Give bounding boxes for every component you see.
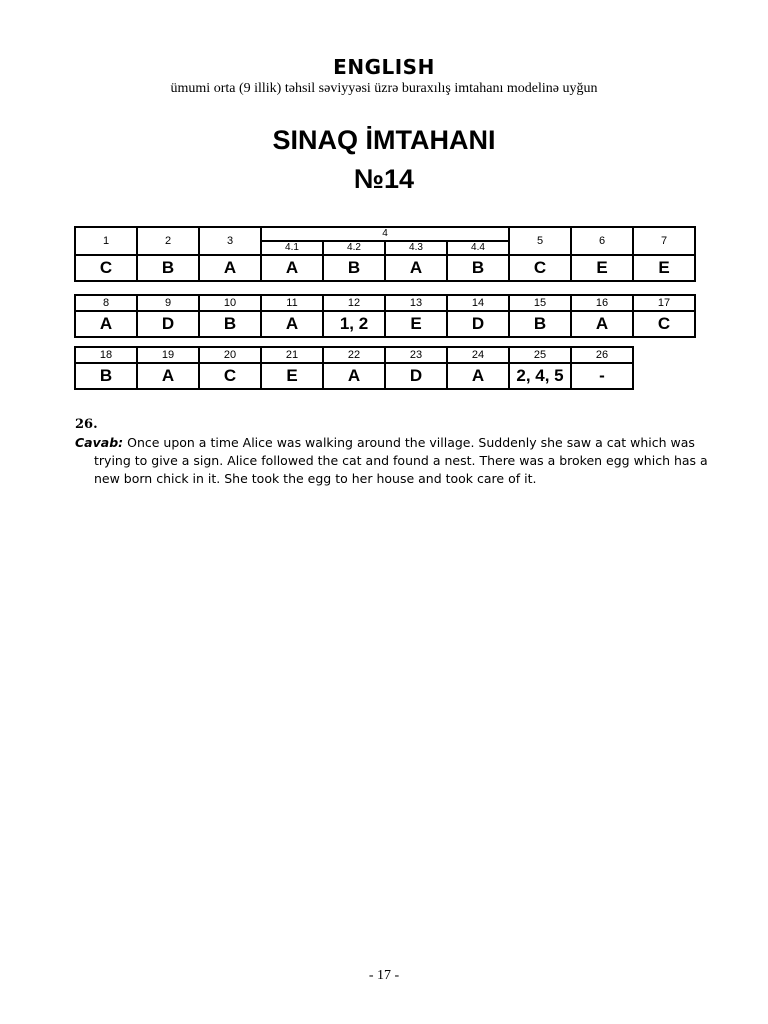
- answer-cell: E: [261, 363, 323, 389]
- answer-cell: D: [447, 311, 509, 337]
- question-number: 22: [323, 347, 385, 363]
- answer-cell: A: [385, 255, 447, 281]
- question-number: 5: [509, 227, 571, 255]
- answer-cell: C: [199, 363, 261, 389]
- answer-cell: C: [75, 255, 137, 281]
- answer-cell: B: [137, 255, 199, 281]
- question-number: 21: [261, 347, 323, 363]
- answer-cell: C: [509, 255, 571, 281]
- question-number: 24: [447, 347, 509, 363]
- question-number: 10: [199, 295, 261, 311]
- question-number: 26: [571, 347, 633, 363]
- answer-cell: A: [571, 311, 633, 337]
- question-number: 3: [199, 227, 261, 255]
- answer-cell: 1, 2: [323, 311, 385, 337]
- answer-cell: D: [137, 311, 199, 337]
- exam-number: №14: [353, 164, 415, 194]
- answer-cell: E: [633, 255, 695, 281]
- question-number: 6: [571, 227, 633, 255]
- question-number: 17: [633, 295, 695, 311]
- question-number: 2: [137, 227, 199, 255]
- answer-cell: A: [137, 363, 199, 389]
- sub-question-number: 4.4: [447, 241, 509, 255]
- answer-cell: B: [199, 311, 261, 337]
- question-number: 15: [509, 295, 571, 311]
- exam-title: SINAQ İMTAHANI: [272, 125, 496, 155]
- sub-question-number: 4.3: [385, 241, 447, 255]
- question-number: 4: [261, 227, 509, 241]
- question-number: 7: [633, 227, 695, 255]
- answer-cell: A: [199, 255, 261, 281]
- subject-heading: ENGLISH: [333, 55, 435, 79]
- answer-cell: D: [385, 363, 447, 389]
- sub-question-number: 4.1: [261, 241, 323, 255]
- answer-cell: C: [633, 311, 695, 337]
- answer-cell: B: [75, 363, 137, 389]
- question-number: 8: [75, 295, 137, 311]
- answer-cell: -: [571, 363, 633, 389]
- sub-question-number: 4.2: [323, 241, 385, 255]
- subtitle: ümumi orta (9 illik) təhsil səviyyəsi üzrə buraxılış imtahanı modelinə uyğun: [170, 81, 598, 96]
- answer-cell: A: [323, 363, 385, 389]
- question-number: 25: [509, 347, 571, 363]
- answer-label: Cavab:: [75, 435, 124, 450]
- answer-cell: A: [261, 255, 323, 281]
- question-number: 12: [323, 295, 385, 311]
- question-number: 19: [137, 347, 199, 363]
- question-number: 1: [75, 227, 137, 255]
- answer-table-3: [74, 346, 634, 390]
- question-number: 11: [261, 295, 323, 311]
- answer-cell: E: [571, 255, 633, 281]
- question-number: 23: [385, 347, 447, 363]
- answer-cell: A: [75, 311, 137, 337]
- answer-cell: A: [447, 363, 509, 389]
- question-number: 14: [447, 295, 509, 311]
- answer-text: Once upon a time Alice was walking around the village. Suddenly she saw a cat which was trying to give a sign. Alice followed the cat and found a nest. There was a broken egg which has a new born chick in it. She took the egg to her house and took care of it.: [94, 435, 708, 486]
- answer-cell: A: [261, 311, 323, 337]
- answer-cell: B: [323, 255, 385, 281]
- question-label: 26.: [75, 417, 98, 432]
- answer-table-2: [74, 294, 696, 338]
- page-number: - 17 -: [368, 968, 400, 983]
- question-number: 16: [571, 295, 633, 311]
- question-number: 13: [385, 295, 447, 311]
- question-number: 18: [75, 347, 137, 363]
- answer-table-1: [74, 226, 696, 282]
- answer-cell: B: [509, 311, 571, 337]
- answer-cell: 2, 4, 5: [509, 363, 571, 389]
- question-number: 20: [199, 347, 261, 363]
- answer-cell: B: [447, 255, 509, 281]
- answer-paragraph: [75, 434, 714, 488]
- answer-cell: E: [385, 311, 447, 337]
- question-number: 9: [137, 295, 199, 311]
